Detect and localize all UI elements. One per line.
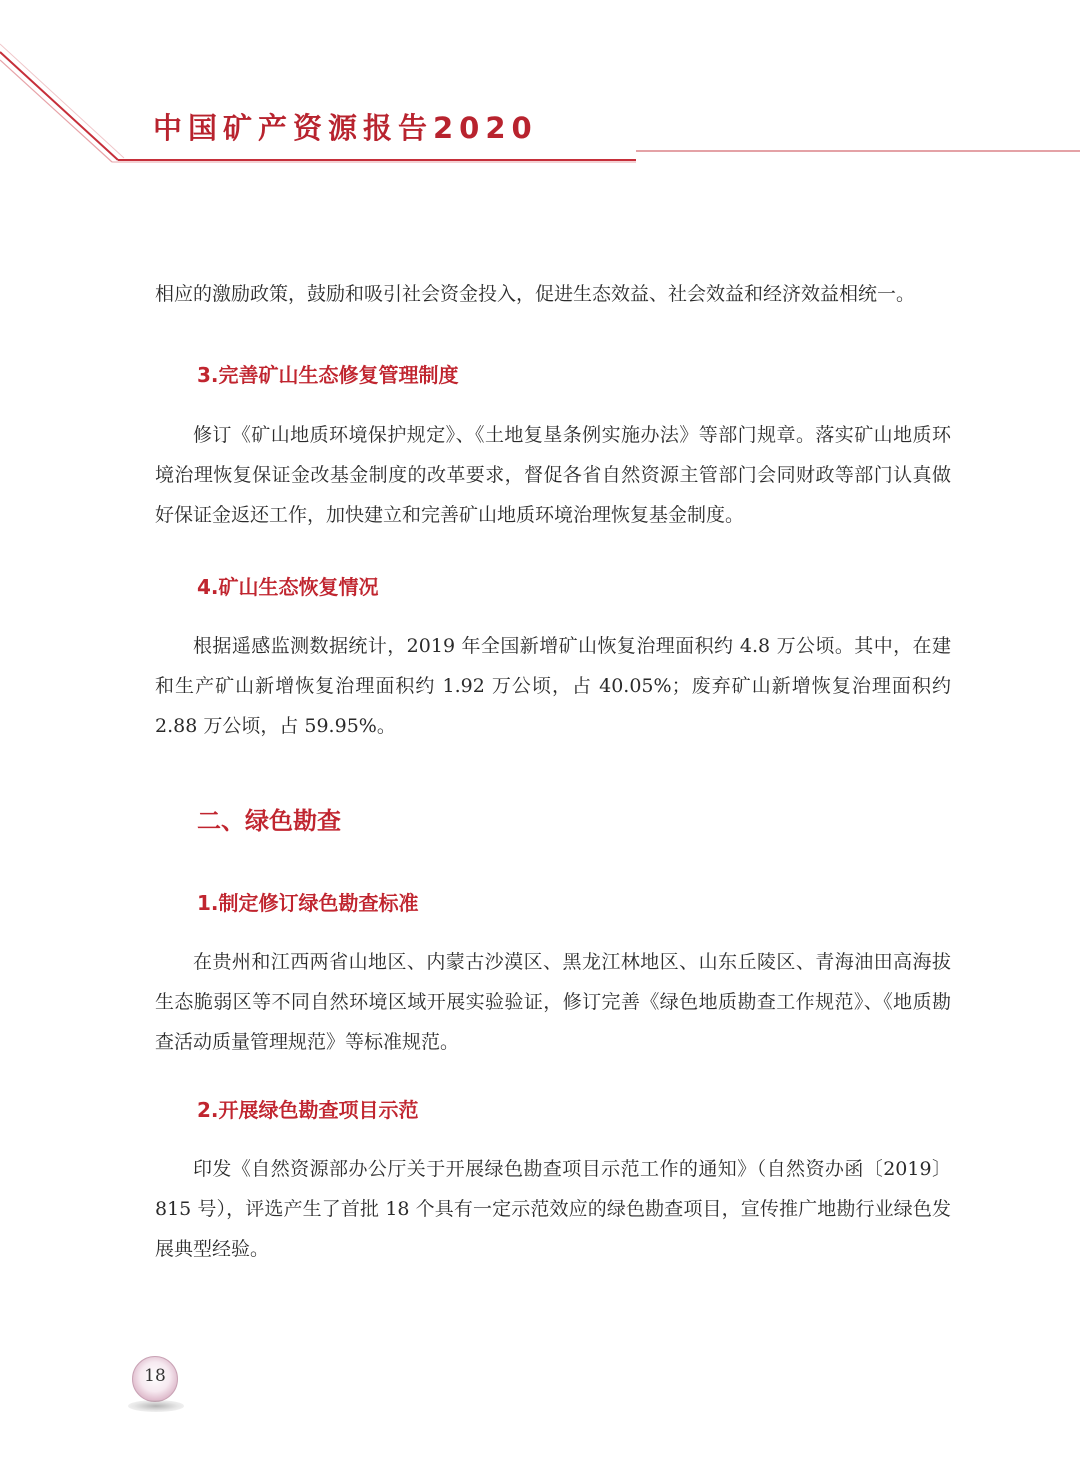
page-number-badge bbox=[132, 1356, 178, 1402]
report-title: 中国矿产资源报告2020 bbox=[153, 111, 538, 145]
subsection-4-title: 4.矿山生态恢复情况 bbox=[197, 575, 379, 599]
subsection-3-text: 修订《矿山地质环境保护规定》、《土地复垦条例实施办法》等部门规章。落实矿山地质环境治理恢复保证金改基金制度的改革要求，督促各省自然资源主管部门会同财政等部门认真做好保证金返还工作，加快建立和完善矿山地质环境治理恢复基金制度。 bbox=[155, 424, 951, 526]
subsection-4-text: 根据遥感监测数据统计，2019 年全国新增矿山恢复治理面积约 4.8 万公顷。其中，在建和生产矿山新增恢复治理面积约 1.92 万公顷，占 40.05%；废弃矿山新增恢复治理面积约 2.88 万公顷，占 59.95%。 bbox=[155, 635, 951, 737]
paragraph-continued: 相应的激励政策，鼓励和吸引社会资金投入，促进生态效益、社会效益和经济效益相统一。 bbox=[155, 283, 916, 305]
section-2-title: 二、绿色勘查 bbox=[197, 807, 341, 835]
page-number-shadow bbox=[128, 1400, 184, 1412]
page-number: 18 bbox=[144, 1366, 166, 1386]
section-2-subsection-2-text: 印发《自然资源部办公厅关于开展绿色勘查项目示范工作的通知》（自然资办函〔2019〕815 号），评选产生了首批 18 个具有一定示范效应的绿色勘查项目，宣传推广地勘行业绿色发展典型经验。 bbox=[155, 1158, 951, 1260]
section-2-subsection-1-title: 1.制定修订绿色勘查标准 bbox=[197, 891, 419, 915]
section-2-subsection-1-text: 在贵州和江西两省山地区、内蒙古沙漠区、黑龙江林地区、山东丘陵区、青海油田高海拔生态脆弱区等不同自然环境区域开展实验验证，修订完善《绿色地质勘查工作规范》、《地质勘查活动质量管理规范》等标准规范。 bbox=[155, 951, 951, 1053]
section-2-subsection-2-title: 2.开展绿色勘查项目示范 bbox=[197, 1098, 419, 1122]
main-content bbox=[155, 274, 951, 1269]
subsection-3-title: 3.完善矿山生态修复管理制度 bbox=[197, 363, 459, 387]
